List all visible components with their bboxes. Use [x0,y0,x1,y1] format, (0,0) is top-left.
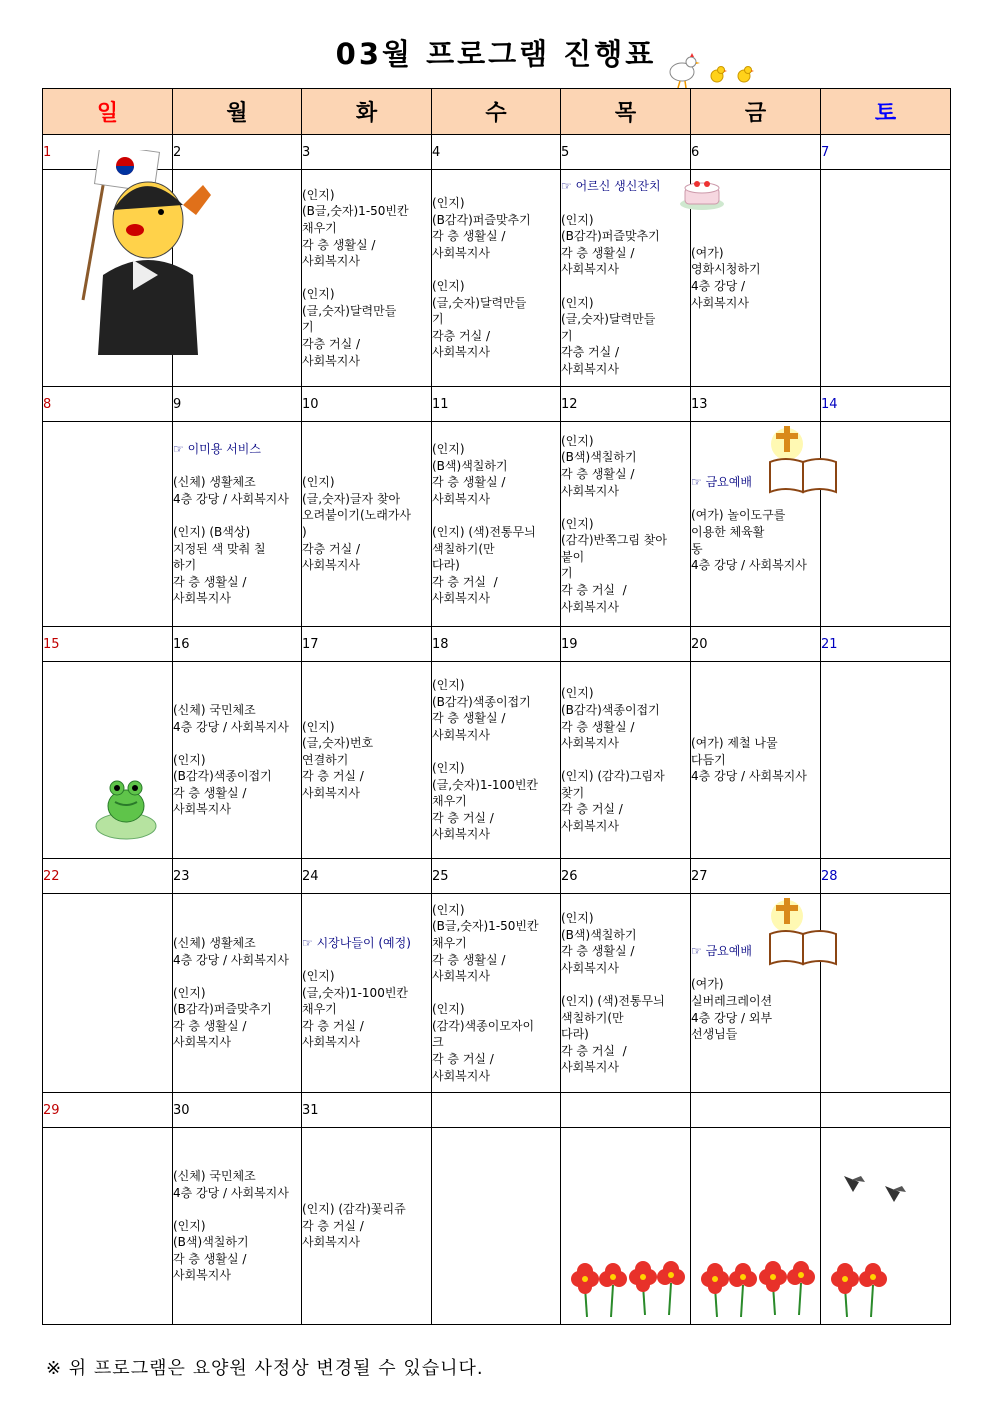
program-line: 각 층 생활실 / [561,466,635,481]
date-number: 26 [561,859,691,894]
date-row [43,1093,951,1128]
program-line [561,976,690,993]
flower-icon [825,1257,895,1322]
program-line: 각 층 거실 / [432,810,494,825]
program-line: 각 층 생활실 / [432,711,506,726]
program-line: 사회복지사 [561,361,619,376]
date-number [821,1093,951,1128]
program-line: (B색)색칠하기 [432,458,508,473]
program-line: 4층 강당 / 사회복지사 [173,1185,289,1200]
program-line: ☞ 시장나들이 (예정) [302,935,411,950]
program-cell [173,170,302,387]
birds-icon [839,1168,919,1213]
program-line: (글,숫자)달력만들 [432,295,527,310]
program-line: (B색)색칠하기 [173,1235,249,1250]
program-line: 각 층 생활실 / [432,475,506,490]
program-line: (인지) [432,678,465,693]
program-line: (인지) (색)전통무늬 [432,525,536,539]
program-line [691,960,820,977]
date-number [432,1093,561,1128]
program-cell [43,422,173,627]
program-line: (B감각)퍼즐맞추기 [432,212,531,227]
program-cell [821,422,951,627]
program-line: 채우기 [302,1002,337,1017]
program-line [432,261,560,278]
program-line [173,735,301,752]
program-line: 각 층 거실 / [561,583,627,598]
program-line: (인지) [561,295,594,310]
program-line: (인지) [173,752,206,767]
program-line [173,507,301,524]
program-line: 채우기 [432,794,467,809]
program-line: 각 층 생활실 / [173,785,247,800]
program-line: (신체) 생활체조 [173,475,256,490]
program-line: (인지) [561,212,594,227]
program-line: 각 층 거실 / [302,769,364,784]
program-line: (인지) [173,985,206,1000]
program-line: 사회복지사 [302,353,360,368]
flower-icon [753,1255,823,1320]
program-line: 사회복지사 [561,262,619,277]
program-line: 4층 강당 / 사회복지사 [691,769,807,784]
program-cell [561,894,691,1093]
program-line: (인지) [432,1002,465,1017]
program-line: 사회복지사 [173,802,231,817]
program-line: (인지) [432,196,465,211]
program-line: 색칠하기(만 [561,1010,624,1025]
date-number: 21 [821,627,951,662]
program-line: (글,숫자)1-100빈칸 [432,777,539,792]
program-line: 각층 거실 / [432,328,491,343]
program-line: 연결하기 [302,752,349,767]
program-line: 사회복지사 [432,727,490,742]
program-line: 각 층 생활실 / [173,1018,247,1033]
date-number: 23 [173,859,302,894]
program-line: (여가) [691,977,724,992]
program-line: (인지) [173,1218,206,1233]
program-line: ☞ 금요예배 [691,944,752,959]
program-line [561,195,690,212]
program-cell [821,662,951,859]
footnote: ※ 위 프로그램은 요양원 사정상 변경될 수 있습니다. [46,1358,484,1379]
program-line: 이용한 체육활 [691,525,765,539]
program-line [173,458,301,475]
program-line: 사회복지사 [173,1268,231,1283]
program-line: 하기 [173,558,197,573]
page-title: 03월 프로그램 진행표 [335,37,657,71]
program-line: 각층 거실 / [302,337,361,352]
flower-icon [565,1257,635,1322]
date-number: 30 [173,1093,302,1128]
program-calendar [42,88,951,1325]
program-line: 사회복지사 [561,1060,619,1075]
program-line [302,952,431,969]
program-line: 각 층 생활실 / [561,944,635,959]
weekday-sat: 토 [821,89,951,135]
program-cell [561,170,691,387]
program-line: (인지) [432,442,465,457]
program-line: 4층 강당 / 외부 [691,1010,773,1025]
weekday-fri: 금 [691,89,821,135]
program-line: (인지) [561,686,594,701]
program-line: 4층 강당 / 사회복지사 [173,952,289,967]
program-line: (글,숫자)달력만들 [561,312,656,327]
date-number: 20 [691,627,821,662]
program-line: (신체) 국민체조 [173,1168,256,1183]
date-number: 5 [561,135,691,170]
program-line: 4층 강당 / 사회복지사 [173,719,289,734]
program-line: (인지) [561,433,594,448]
program-line: 선생님들 [691,1027,738,1042]
program-line: 사회복지사 [561,736,619,751]
program-line: 사회복지사 [302,1035,360,1050]
date-number: 29 [43,1093,173,1128]
program-line: 각 층 생활실 / [432,952,506,967]
date-number [691,1093,821,1128]
program-cell [43,170,173,387]
program-row [43,1128,951,1325]
program-cell [691,422,821,627]
program-line: 기 [561,328,573,343]
program-line: 영화시청하기 [691,262,761,277]
program-line: (B색)색칠하기 [561,450,637,465]
date-row [43,387,951,422]
program-line: 사회복지사 [432,345,490,360]
program-cell [821,170,951,387]
program-line: 사회복지사 [561,483,619,498]
date-number: 9 [173,387,302,422]
program-line: (인지) [432,761,465,775]
program-line: 사회복지사 [302,785,360,800]
chicks-illustration [662,48,762,90]
chick-icon [738,67,754,83]
program-line: 채우기 [432,935,467,950]
date-number: 1 [43,135,173,170]
program-line: (인지) (색)전통무늬 [561,994,665,1008]
program-line: 오려붙이기(노래가사 [302,508,412,523]
program-line: (B감각)퍼즐맞추기 [561,229,660,244]
program-line: (신체) 생활체조 [173,935,256,950]
program-line: 동 [691,541,703,556]
program-line: (여가) 놀이도구를 [691,508,786,523]
weekday-tue: 화 [302,89,432,135]
program-line: 사회복지사 [432,969,490,984]
program-line: 4층 강당 / 사회복지사 [691,558,807,573]
date-number: 13 [691,387,821,422]
program-line [561,278,690,295]
program-line: (인지) [302,475,335,490]
program-line: ☞ 어르신 생신잔치 [561,179,661,194]
date-number: 25 [432,859,561,894]
program-line: (인지) [561,911,594,926]
program-row [43,894,951,1093]
program-cell [432,1128,561,1325]
program-line: 각 층 생활실 / [302,237,376,252]
frog-icon [95,774,157,845]
date-number: 7 [821,135,951,170]
program-line: 각 층 거실 / [432,1052,494,1067]
program-cell [432,894,561,1093]
program-line: 사회복지사 [691,295,749,310]
program-line: (글,숫자)글자 찾아 [302,491,401,506]
program-line: 사회복지사 [432,1068,490,1083]
program-line: (B감각)색종이접기 [173,769,272,784]
program-cell [173,662,302,859]
program-cell [173,422,302,627]
program-line [173,968,301,985]
program-line [432,507,560,524]
program-line: 색칠하기(만 [432,541,495,556]
date-number: 6 [691,135,821,170]
date-number: 4 [432,135,561,170]
program-line: 각 층 생활실 / [561,719,635,734]
program-line: (B감각)퍼즐맞추기 [173,1002,272,1017]
program-line: 각 층 거실 / [561,1043,627,1058]
program-cell [302,170,432,387]
program-line: (여가) [691,245,724,260]
date-number [561,1093,691,1128]
date-number: 15 [43,627,173,662]
program-line: 채우기 [302,220,337,235]
date-number: 11 [432,387,561,422]
program-cell [691,170,821,387]
program-cell [302,894,432,1093]
date-number: 8 [43,387,173,422]
program-line: (B글,숫자)1-50빈칸 [302,204,409,219]
program-line: 다라) [561,1027,589,1042]
program-cell [691,894,821,1093]
program-line: (글,숫자)달력만들 [302,303,397,318]
program-line [691,491,820,508]
program-line: 기 [561,566,573,581]
program-line: 찾기 [561,785,585,800]
program-cell [173,894,302,1093]
program-line: ☞ 이미용 서비스 [173,442,261,457]
program-line: 각 층 생활실 / [173,1251,247,1266]
flower-icon [623,1255,693,1320]
program-line: 사회복지사 [561,960,619,975]
date-number: 14 [821,387,951,422]
program-line: (여가) 제철 나물 [691,736,778,751]
program-line: 사회복지사 [432,245,490,260]
date-number: 28 [821,859,951,894]
program-cell [821,894,951,1093]
date-number: 12 [561,387,691,422]
chick-icon [711,67,727,83]
program-line: (글,숫자)번호 [302,736,374,751]
program-line: ) [302,525,307,539]
date-number: 18 [432,627,561,662]
program-cell [691,662,821,859]
program-line: 실버레크레이션 [691,994,773,1008]
program-line: (인지) (감각)꽃리쥬 [302,1202,406,1217]
program-line: 각 층 생활실 / [173,574,247,589]
program-line: 사회복지사 [302,558,360,573]
program-line [173,1201,301,1218]
program-line: (인지) [561,516,594,531]
program-line: 각 층 거실 / [302,1218,364,1233]
date-number: 31 [302,1093,432,1128]
weekday-wed: 수 [432,89,561,135]
program-cell [302,422,432,627]
program-line: 사회복지사 [432,827,490,842]
program-row [43,662,951,859]
program-cell [173,1128,302,1325]
program-cell [43,894,173,1093]
program-line: 사회복지사 [173,1035,231,1050]
program-line: 각 층 거실 / [561,802,623,817]
program-cell [561,422,691,627]
date-row [43,859,951,894]
program-cell [821,1128,951,1325]
program-line: 각 층 거실 / [302,1018,364,1033]
program-cell [561,1128,691,1325]
program-line: 각 층 거실 / [432,574,498,589]
program-line: (인지) [302,969,335,984]
program-line: 각층 거실 / [302,541,361,556]
program-line: 4층 강당 / [691,279,746,293]
program-line: (인지) (B색상) [173,525,251,539]
date-number: 19 [561,627,691,662]
program-line: 붙이 [561,549,585,564]
program-line: 4층 강당 / 사회복지사 [173,491,289,506]
program-line [302,270,431,287]
date-number: 17 [302,627,432,662]
program-line: 사회복지사 [432,491,490,506]
date-number: 3 [302,135,432,170]
program-line: (B감각)색종이접기 [561,702,660,717]
program-line [561,752,690,769]
date-number: 16 [173,627,302,662]
program-cell [302,1128,432,1325]
weekday-mon: 월 [173,89,302,135]
program-row [43,170,951,387]
weekday-thu: 목 [561,89,691,135]
flower-icon [695,1257,765,1322]
program-cell [432,422,561,627]
program-line: (인지) (감각)그림자 [561,769,665,784]
program-line: (B색)색칠하기 [561,927,637,942]
program-line: (B감각)색종이접기 [432,694,531,709]
program-line [432,985,560,1002]
date-number: 10 [302,387,432,422]
program-cell [432,170,561,387]
program-line: (인지) [432,279,465,293]
weekday-header-row [43,89,951,135]
program-line: (인지) [302,187,335,202]
program-line: 사회복지사 [561,819,619,834]
program-row [43,422,951,627]
program-line: (신체) 국민체조 [173,702,256,717]
program-line: 각 층 생활실 / [561,245,635,260]
program-line: (인지) [302,719,335,734]
program-line: (인지) [432,902,465,917]
program-line: 사회복지사 [302,1235,360,1250]
program-line: 사회복지사 [561,599,619,614]
program-cell [302,662,432,859]
date-row [43,135,951,170]
program-line: 각 층 생활실 / [432,229,506,244]
program-line: 지정된 색 맞춰 칠 [173,541,266,556]
program-line [432,743,560,760]
program-line: (감각)색종이모자이 [432,1018,535,1033]
program-line: (감각)반쪽그림 찾아 [561,533,667,548]
program-line: 각층 거실 / [561,345,620,360]
weekday-sun: 일 [43,89,173,135]
program-line: (글,숫자)1-100빈칸 [302,985,409,1000]
date-number: 27 [691,859,821,894]
program-line: 사회복지사 [432,591,490,606]
date-number: 2 [173,135,302,170]
program-line: 사회복지사 [173,591,231,606]
program-cell [43,662,173,859]
program-line: 다듬기 [691,752,726,767]
program-cell [561,662,691,859]
date-number: 24 [302,859,432,894]
program-line: ☞ 금요예배 [691,475,752,490]
program-line: (인지) [302,287,335,302]
program-line: (B글,숫자)1-50빈칸 [432,919,539,934]
program-cell [691,1128,821,1325]
program-line: 크 [432,1035,444,1050]
program-cell [432,662,561,859]
program-line: 기 [432,312,444,327]
program-line: 기 [302,320,314,335]
program-line [561,499,690,516]
hen-icon [670,53,700,88]
program-line: 다라) [432,558,460,573]
date-number: 22 [43,859,173,894]
program-cell [43,1128,173,1325]
program-line: 사회복지사 [302,254,360,269]
date-row [43,627,951,662]
